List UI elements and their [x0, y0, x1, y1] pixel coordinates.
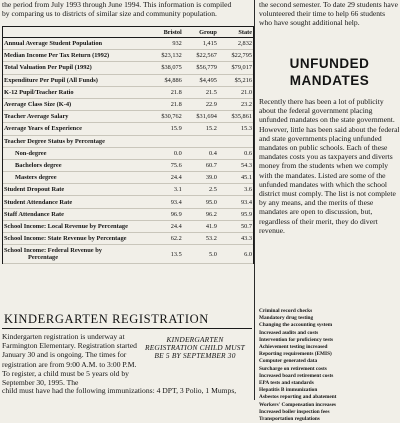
heading-line: UNFUNDED	[289, 56, 370, 71]
kindergarten-heading: KINDERGARTEN REGISTRATION	[4, 312, 209, 326]
stats-row-label-text: School Income: State Revenue by Percentage	[4, 235, 127, 243]
mandate-item: Achievement testing increased	[259, 344, 328, 351]
stats-cell: 3.6	[218, 184, 253, 196]
stats-row	[3, 172, 253, 184]
stats-row-label	[3, 208, 148, 220]
stats-row-label	[3, 111, 148, 123]
stats-cell: 24.4	[148, 172, 183, 184]
stats-row-label	[3, 159, 148, 171]
stats-column-header: Group	[183, 27, 218, 38]
stats-cell: 13.5	[148, 245, 183, 264]
mandate-item: Asbestos reporting and abatement	[259, 394, 337, 401]
stats-cell: $22,567	[183, 50, 218, 62]
stats-row	[3, 208, 253, 220]
stats-row-label-text: Average Class Size (K-4)	[4, 101, 72, 109]
stats-row-label	[3, 98, 148, 110]
kindergarten-last-line: child must have had the following immunizations: 4 DPT, 3 Polio, 1 Mumps,	[2, 386, 237, 395]
stats-cell: $35,861	[218, 111, 253, 123]
stats-cell: 93.4	[148, 196, 183, 208]
stats-row-label-text: Masters degree	[15, 174, 57, 182]
stats-cell: 95.0	[183, 196, 218, 208]
stats-cell: 43.3	[218, 233, 253, 245]
stats-cell: 54.3	[218, 159, 253, 171]
stats-row-label	[3, 135, 148, 147]
stats-row	[3, 74, 253, 86]
stats-cell: 45.1	[218, 172, 253, 184]
kindergarten-rule	[2, 328, 252, 329]
stats-row-label-text: Bachelors degree	[15, 161, 62, 169]
mandate-item: Changing the accounting system	[259, 322, 333, 329]
stats-row-label	[3, 38, 148, 50]
stats-cell: 62.2	[148, 233, 183, 245]
stats-cell: 0.4	[183, 147, 218, 159]
stats-cell	[218, 135, 253, 147]
mandate-item: Intervention for proficiency tests	[259, 336, 334, 343]
stats-cell: 22.9	[183, 98, 218, 110]
stats-row	[3, 159, 253, 171]
intro-line: by comparing us to districts of similar size and community population.	[2, 9, 217, 18]
stats-cell: 2.5	[183, 184, 218, 196]
mandate-item: Hepatitis B immunization	[259, 387, 318, 394]
stats-row-label	[3, 220, 148, 232]
stats-row-label	[3, 74, 148, 86]
heading-line: MANDATES	[289, 73, 370, 88]
stats-cell: 15.2	[183, 123, 218, 135]
stats-row-label	[3, 233, 148, 245]
stats-row	[3, 135, 253, 147]
stats-cell: 5.0	[183, 245, 218, 264]
stats-cell: 2,832	[218, 38, 253, 50]
stats-cell: 93.4	[218, 196, 253, 208]
stats-row-label	[3, 123, 148, 135]
mandate-item: Workers' Compensation increases	[259, 401, 336, 408]
stats-cell: $79,017	[218, 62, 253, 74]
stats-row-label-text: Median Income Per Tax Return (1992)	[4, 52, 110, 60]
tutoring-paragraph-end: the second semester. To date 29 students have volunteered their time to help 66 students who have sought additional help.	[259, 0, 398, 28]
kindergarten-callout: KINDERGARTEN REGISTRATION CHILD MUST BE 5 BY SEPTEMBER 30	[145, 335, 245, 360]
stats-cell: $5,216	[218, 74, 253, 86]
stats-row-label	[3, 86, 148, 98]
mandate-item: Reporting requirements (EMIS)	[259, 351, 332, 358]
stats-row-label-text: Annual Average Student Population	[4, 40, 103, 48]
stats-cell: 41.9	[183, 220, 218, 232]
stats-row-label	[3, 196, 148, 208]
mandate-item: Increased board retirement costs	[259, 372, 334, 379]
stats-cell: 6.0	[218, 245, 253, 264]
stats-row-label-text: K-12 Pupil/Teacher Ratio	[4, 88, 74, 96]
stats-row-label	[3, 147, 148, 159]
stats-row-label-text: Expenditure Per Pupil (All Funds)	[4, 76, 98, 84]
stats-cell: 932	[148, 38, 183, 50]
stats-row-label-text: School Income: Federal Revenue by	[4, 247, 102, 255]
stats-cell: 24.4	[148, 220, 183, 232]
unfunded-mandates-body: Recently there has been a lot of publicity about the federal government placing unfunded mandates on the state government. However, little has been said about the federal and state governments placing unfunded mandates on public schools. Each of these mandates costs you as taxpayers and diverts money from the students when we comply with the mandates. Listed are some of the unfunded mandates with which the school district must comply. The list is not complete by any means, and the merits of these mandates are open to discussion, but, regardless of their merit, they do divert revenue.	[259, 97, 400, 235]
intro-line: the period from July 1993 through June 1994. This information is compiled	[2, 0, 232, 9]
stats-cell: 21.8	[148, 86, 183, 98]
stats-row	[3, 123, 253, 135]
stats-cell: $38,075	[148, 62, 183, 74]
stats-row	[3, 196, 253, 208]
stats-cell: 96.2	[183, 208, 218, 220]
stats-row-label-text: Teacher Average Salary	[4, 113, 69, 121]
stats-row	[3, 98, 253, 110]
stats-cell: $23,132	[148, 50, 183, 62]
stats-column-header: Bristol	[148, 27, 183, 38]
mandate-item: Transportation regulations	[259, 416, 320, 423]
stats-row-label-text: Staff Attendance Rate	[4, 210, 64, 218]
column-divider	[254, 0, 255, 400]
stats-cell: 95.9	[218, 208, 253, 220]
stats-cell: 23.2	[218, 98, 253, 110]
stats-cell: 75.6	[148, 159, 183, 171]
stats-row-label-text: School Income: Local Revenue by Percentage	[4, 222, 128, 230]
stats-cell: 3.1	[148, 184, 183, 196]
mandates-list	[259, 308, 400, 423]
stats-row	[3, 86, 253, 98]
stats-column-header: State	[218, 27, 253, 38]
mandate-item: EPA tests and standards	[259, 380, 314, 387]
stats-row-label-text: Total Valuation Per Pupil (1992)	[4, 64, 92, 72]
stats-cell: 21.0	[218, 86, 253, 98]
stats-cell: 0.0	[148, 147, 183, 159]
stats-row	[3, 220, 253, 232]
stats-cell: $30,762	[148, 111, 183, 123]
stats-cell	[183, 135, 218, 147]
stats-cell: 0.6	[218, 147, 253, 159]
stats-header-blank	[3, 27, 148, 38]
mandate-item: Surcharge on retirement costs	[259, 365, 327, 372]
stats-cell: $56,779	[183, 62, 218, 74]
stats-cell: 50.7	[218, 220, 253, 232]
stats-cell: 39.0	[183, 172, 218, 184]
stats-row	[3, 111, 253, 123]
stats-row	[3, 62, 253, 74]
stats-row	[3, 38, 253, 50]
stats-cell: 21.5	[183, 86, 218, 98]
mandate-item: Increased boiler inspection fees	[259, 408, 330, 415]
stats-row	[3, 233, 253, 245]
stats-row-label	[3, 172, 148, 184]
stats-cell: 15.3	[218, 123, 253, 135]
stats-cell: 96.9	[148, 208, 183, 220]
stats-row-label-text: Non-degree	[15, 149, 47, 157]
stats-row-label-text: Student Attendance Rate	[4, 198, 73, 206]
stats-row	[3, 184, 253, 196]
district-statistics-table	[2, 26, 254, 264]
stats-row-label	[3, 245, 148, 264]
unfunded-mandates-heading	[259, 55, 400, 89]
stats-row-label-continued: Percentage	[28, 254, 59, 262]
stats-cell: $22,795	[218, 50, 253, 62]
stats-row-label-text: Teacher Degree Status by Percentage	[4, 137, 105, 145]
mandate-item: Computer generated data	[259, 358, 318, 365]
stats-cell: 53.2	[183, 233, 218, 245]
mandate-item: Criminal record checks	[259, 308, 313, 314]
stats-cell: $31,694	[183, 111, 218, 123]
stats-row-label-text: Average Years of Experience	[4, 125, 82, 133]
intro-paragraph	[2, 0, 252, 18]
stats-row	[3, 245, 253, 264]
stats-cell: 21.8	[148, 98, 183, 110]
stats-row-label	[3, 62, 148, 74]
stats-cell: 60.7	[183, 159, 218, 171]
stats-cell	[148, 135, 183, 147]
stats-row	[3, 50, 253, 62]
mandate-item: Increased audits and costs	[259, 329, 319, 336]
stats-cell: 1,415	[183, 38, 218, 50]
kindergarten-body: Kindergarten registration is underway at Farmington Elementary. Registration started January 30 and is ongoing. The times for registration are from 9:00 A.M. to 3:00 P.M. To register, a child must be 5 years old by September 30, 1995. The	[2, 332, 137, 388]
stats-row-label	[3, 184, 148, 196]
stats-row	[3, 147, 253, 159]
stats-row-label	[3, 50, 148, 62]
mandate-item: Mandatory drug testing	[259, 315, 314, 322]
stats-cell: $4,886	[148, 74, 183, 86]
stats-row-label-text: Student Dropout Rate	[4, 186, 65, 194]
stats-cell: $4,495	[183, 74, 218, 86]
right-column	[259, 0, 400, 423]
stats-cell: 15.9	[148, 123, 183, 135]
stats-header-row	[3, 27, 253, 38]
